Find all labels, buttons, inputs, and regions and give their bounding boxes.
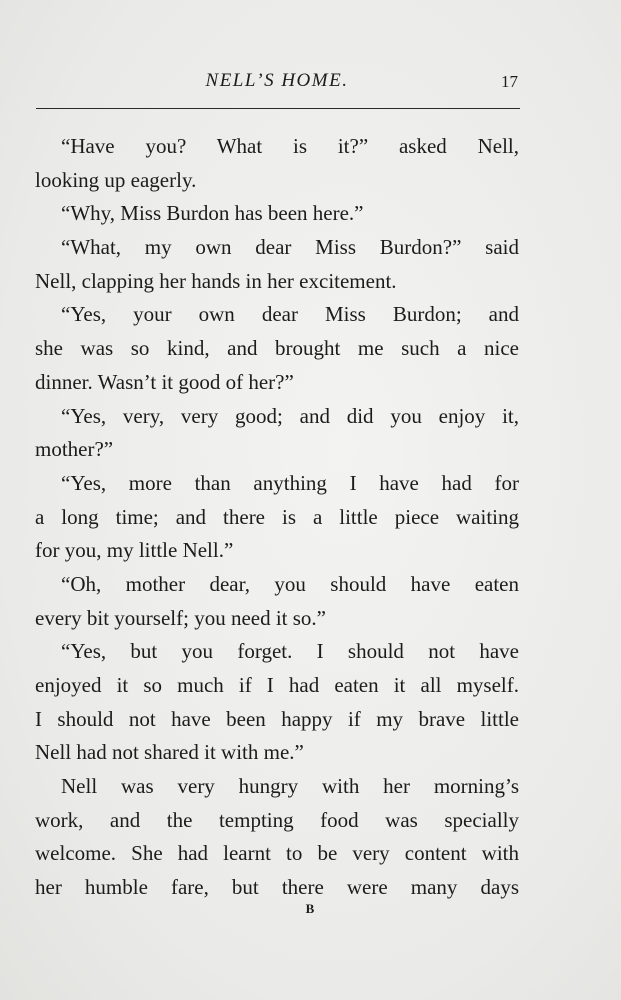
body-text <box>35 130 519 905</box>
header-rule <box>36 108 520 109</box>
page-number: 17 <box>501 72 518 91</box>
text-line: her humble fare, but there were many days <box>35 875 519 900</box>
signature-mark: B <box>305 901 316 916</box>
text-line: mother?” <box>35 437 114 462</box>
text-line: “Have you? What is it?” asked Nell, <box>61 134 519 158</box>
text-line: enjoyed it so much if I had eaten it all myself. <box>35 673 519 697</box>
running-head-title: NELL’S HOME. <box>205 70 349 91</box>
text-line: “Yes, but you forget. I should not have <box>61 639 519 664</box>
text-line: welcome. She had learnt to be very content with <box>35 841 519 866</box>
text-line: “Oh, mother dear, you should have eaten <box>61 571 519 596</box>
text-line: “What, my own dear Miss Burdon?” said <box>61 235 519 260</box>
text-line: a long time; and there is a little piece waiting <box>35 504 519 529</box>
text-line: “Why, Miss Burdon has been here.” <box>61 201 364 226</box>
text-line: “Yes, very, very good; and did you enjoy it, <box>61 403 519 428</box>
text-line: Nell was very hungry with her morning’s <box>61 774 519 799</box>
text-line: “Yes, your own dear Miss Burdon; and <box>61 302 519 327</box>
text-line: work, and the tempting food was specially <box>35 807 519 832</box>
text-line: Nell had not shared it with me.” <box>35 740 304 765</box>
text-line: I should not have been happy if my brave little <box>35 706 519 731</box>
text-line: she was so kind, and brought me such a nice <box>35 336 519 361</box>
text-line: every bit yourself; you need it so.” <box>35 605 327 630</box>
text-line: dinner. Wasn’t it good of her?” <box>35 369 294 394</box>
text-line: for you, my little Nell.” <box>35 538 234 563</box>
text-line: looking up eagerly. <box>35 167 197 192</box>
text-line: Nell, clapping her hands in her excitement. <box>35 268 397 293</box>
text-line: “Yes, more than anything I have had for <box>61 470 519 495</box>
running-head <box>34 68 520 98</box>
